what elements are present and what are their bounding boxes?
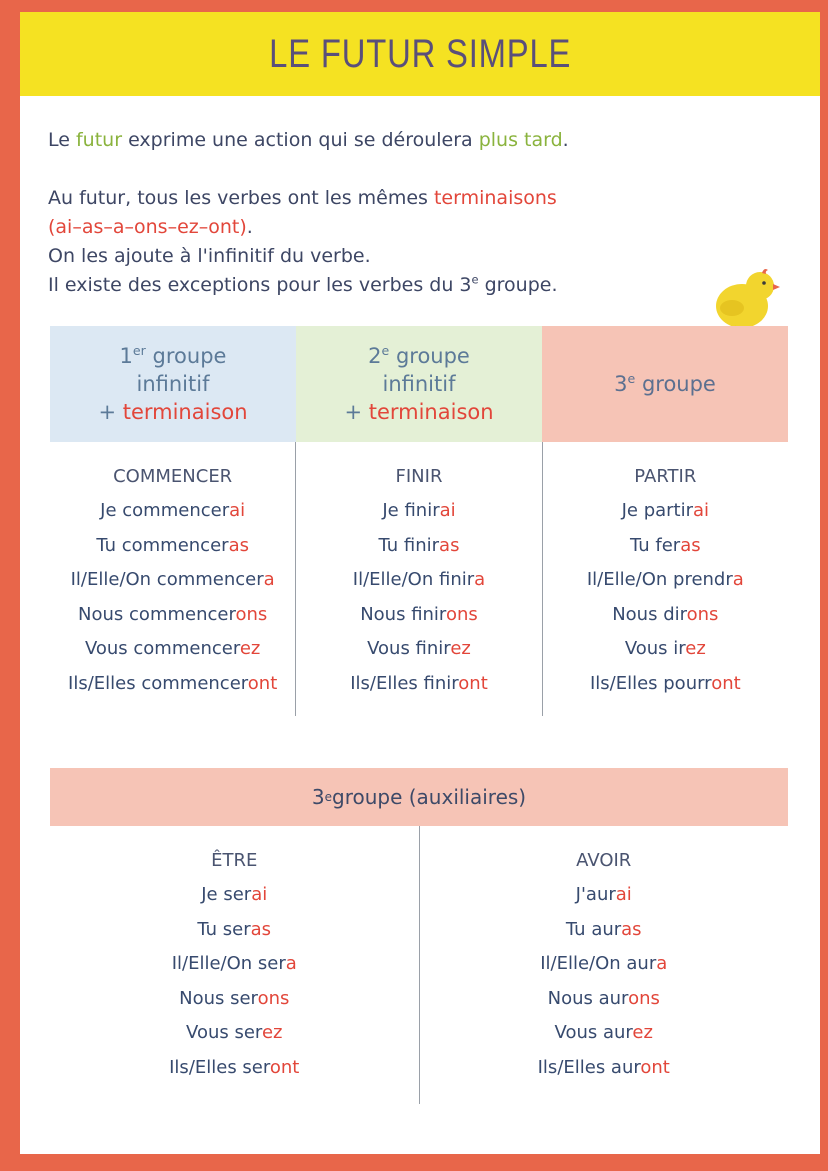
conjugation-line: J'aurai [575, 884, 632, 905]
lesson-sheet [20, 12, 820, 1154]
conjugation-line: Tu feras [630, 534, 701, 556]
avoir-column [419, 826, 789, 1104]
etre-column [50, 826, 419, 1104]
conjugation-line: Il/Elle/On aura [540, 953, 668, 974]
conjugation-line: Vous commencerez [84, 638, 261, 659]
conjugation-line: Vous aurez [554, 1022, 653, 1043]
conjugation-line: Nous serons [179, 987, 290, 1009]
auxiliaries-header: 3 e groupe (auxiliaires) [50, 768, 788, 826]
verb-title: COMMENCER [113, 466, 233, 487]
conjugation-line: Il/Elle/On prendra [586, 569, 744, 590]
conjugation-line: Ils/Elles commenceront [68, 672, 278, 694]
intro-line-5: Il existe des exceptions pour les verbes du 3e groupe. [48, 272, 558, 296]
conjugation-line: Tu seras [197, 918, 272, 940]
conjugation-line: Je serai [201, 884, 268, 905]
conjugation-line: Je commencerai [100, 500, 246, 521]
conjugation-line: Vous finirez [367, 638, 471, 659]
conjugation-line: Ils/Elles pourront [589, 672, 741, 694]
verb-title: PARTIR [634, 466, 697, 487]
conjugation-line: Ils/Elles seront [169, 1056, 300, 1078]
groups-header-row [50, 326, 788, 442]
conjugation-line: Je finirai [382, 500, 456, 521]
conjugation-line: Vous irez [624, 638, 706, 659]
conjugation-line: Il/Elle/On commencera [70, 569, 275, 590]
group-3-header: 3e groupe [542, 326, 788, 442]
verb-title: ÊTRE [211, 850, 258, 871]
conjugation-line: Ils/Elles finiront [350, 672, 488, 694]
conjugation-line: Tu finiras [378, 534, 460, 556]
conjugation-line: Tu commenceras [96, 534, 249, 556]
verb-title: FINIR [395, 466, 443, 487]
groups-body-row [50, 442, 788, 716]
title-bar [20, 12, 820, 96]
page-title: LE FUTUR SIMPLE [268, 31, 572, 76]
conjugation-line: Nous commencerons [78, 603, 268, 625]
conjugation-line: Ils/Elles auront [537, 1056, 670, 1078]
conjugation-line: Nous finirons [360, 603, 478, 625]
conjugation-line: Nous dirons [612, 603, 719, 625]
intro-line-4: On les ajoute à l'infinitif du verbe. [48, 245, 371, 267]
conjugation-line: Je partirai [621, 500, 710, 521]
group-1-column [50, 442, 295, 716]
conjugation-line: Il/Elle/On sera [171, 953, 297, 974]
group-1-header: 1er groupe infinitif + terminaison [50, 326, 296, 442]
auxiliaries-table [50, 826, 788, 1104]
intro-line-3: (ai–as–a–ons–ez–ont). [48, 216, 253, 238]
verb-title: AVOIR [576, 850, 632, 871]
conjugation-line: Nous aurons [547, 987, 660, 1009]
intro-paragraph [48, 184, 557, 300]
group-3-column [542, 442, 788, 716]
intro-line-1: Le futur exprime une action qui se déroulera plus tard. [48, 129, 569, 151]
conjugation-line: Vous serez [186, 1022, 283, 1043]
conjugation-line: Tu auras [565, 918, 642, 940]
group-2-header: 2e groupe infinitif + terminaison [296, 326, 542, 442]
conjugation-line: Il/Elle/On finira [352, 569, 486, 590]
groups-table [50, 326, 788, 716]
group-2-column [295, 442, 541, 716]
intro-line-2: Au futur, tous les verbes ont les mêmes terminaisons [48, 187, 557, 209]
